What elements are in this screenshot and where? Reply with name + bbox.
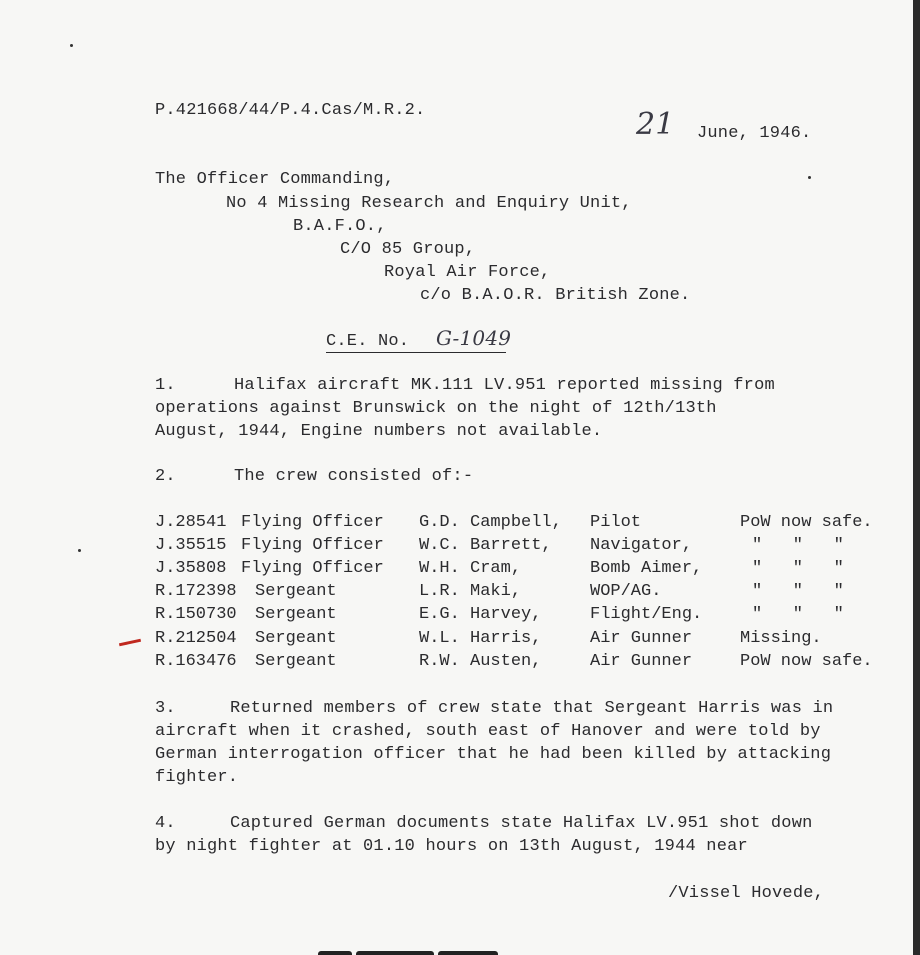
para3-line-4: fighter. xyxy=(155,768,239,787)
red-pencil-mark xyxy=(119,639,141,647)
para3-line-3: German interrogation officer that he had been killed by attacking xyxy=(155,745,832,764)
crew-role: Bomb Aimer, xyxy=(590,559,703,578)
handwritten-date-day: 21 xyxy=(636,107,675,142)
para4-line-1: Captured German documents state Halifax LV.951 shot down xyxy=(230,814,813,833)
para3-line-2: aircraft when it crashed, south east of Hanover and were told by xyxy=(155,722,821,741)
addressee-line-1: The Officer Commanding, xyxy=(155,170,395,189)
crew-rank: Sergeant xyxy=(255,629,337,648)
closing-place: /Vissel Hovede, xyxy=(668,884,825,903)
crew-status: PoW now safe. xyxy=(740,652,873,671)
crew-role: WOP/AG. xyxy=(590,582,662,601)
crew-rank: Flying Officer xyxy=(241,559,384,578)
crew-name: R.W. Austen, xyxy=(419,652,542,671)
crew-number: J.35808 xyxy=(155,559,227,578)
crew-status: PoW now safe. xyxy=(740,513,873,532)
crew-rank: Flying Officer xyxy=(241,536,384,555)
crew-name: E.G. Harvey, xyxy=(419,605,542,624)
addressee-line-6: c/o B.A.O.R. British Zone. xyxy=(420,286,691,305)
crew-number: R.212504 xyxy=(155,629,237,648)
crew-status: " " " xyxy=(752,559,844,578)
crew-status: Missing. xyxy=(740,629,822,648)
crew-number: R.163476 xyxy=(155,652,237,671)
crew-number: R.172398 xyxy=(155,582,237,601)
addressee-line-5: Royal Air Force, xyxy=(384,263,551,282)
crew-number: R.150730 xyxy=(155,605,237,624)
crew-status: " " " xyxy=(752,536,844,555)
crew-role: Flight/Eng. xyxy=(590,605,703,624)
crew-name: W.H. Cram, xyxy=(419,559,522,578)
crew-status: " " " xyxy=(752,605,844,624)
crew-rank: Sergeant xyxy=(255,582,337,601)
para1-line-2: operations against Brunswick on the night of 12th/13th xyxy=(155,399,717,418)
para4-number: 4. xyxy=(155,814,176,833)
ce-number-handwritten: G-1049 xyxy=(436,326,512,350)
crew-name: L.R. Maki, xyxy=(419,582,522,601)
speck xyxy=(70,44,73,47)
ce-underline xyxy=(326,352,506,353)
para3-number: 3. xyxy=(155,699,176,718)
scan-artifact xyxy=(356,951,434,955)
crew-rank: Sergeant xyxy=(255,652,337,671)
scan-artifact xyxy=(318,951,352,955)
crew-status: " " " xyxy=(752,582,844,601)
crew-rank: Flying Officer xyxy=(241,513,384,532)
para1-line-3: August, 1944, Engine numbers not available. xyxy=(155,422,603,441)
para1-line-1: Halifax aircraft MK.111 LV.951 reported missing from xyxy=(234,376,775,395)
crew-number: J.28541 xyxy=(155,513,227,532)
addressee-line-4: C/O 85 Group, xyxy=(340,240,476,259)
crew-name: W.C. Barrett, xyxy=(419,536,552,555)
ce-label: C.E. No. xyxy=(326,332,410,351)
letter-date: June, 1946. xyxy=(697,124,812,143)
scan-artifact xyxy=(438,951,498,955)
speck xyxy=(78,549,81,552)
addressee-line-3: B.A.F.O., xyxy=(293,217,387,236)
para1-number: 1. xyxy=(155,376,176,395)
scan-edge xyxy=(913,0,920,955)
speck xyxy=(808,176,811,179)
crew-role: Air Gunner xyxy=(590,629,693,648)
crew-name: W.L. Harris, xyxy=(419,629,542,648)
para2-text: The crew consisted of:- xyxy=(234,467,474,486)
crew-rank: Sergeant xyxy=(255,605,337,624)
crew-role: Air Gunner xyxy=(590,652,693,671)
addressee-line-2: No 4 Missing Research and Enquiry Unit, xyxy=(226,194,632,213)
para2-number: 2. xyxy=(155,467,176,486)
para3-line-1: Returned members of crew state that Sergeant Harris was in xyxy=(230,699,834,718)
crew-role: Pilot xyxy=(590,513,642,532)
para4-line-2: by night fighter at 01.10 hours on 13th August, 1944 near xyxy=(155,837,748,856)
reference-number: P.421668/44/P.4.Cas/M.R.2. xyxy=(155,101,426,120)
crew-number: J.35515 xyxy=(155,536,227,555)
crew-name: G.D. Campbell, xyxy=(419,513,562,532)
crew-role: Navigator, xyxy=(590,536,693,555)
